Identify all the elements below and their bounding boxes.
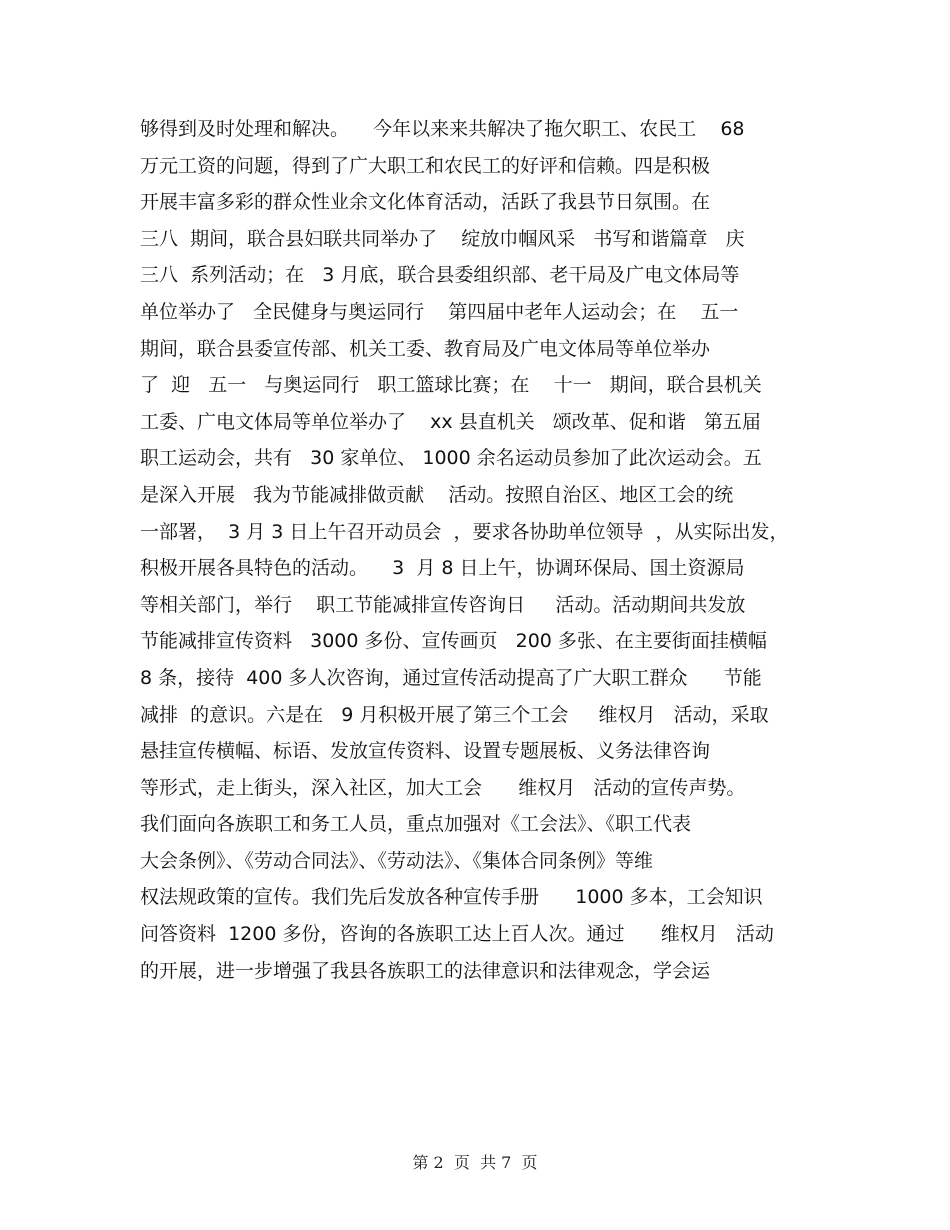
page-footer: 第 2 页 共 7 页 — [412, 1153, 538, 1172]
text-line: 我们面向各族职工和务工人员，重点加强对《工会法》、《职工代表 — [140, 813, 692, 836]
text-line: 三八 期间，联合县妇联共同举办了 绽放巾帼风采 书写和谐篇章 庆 — [140, 227, 745, 250]
text-line: 积极开展各具特色的活动。 3 月 8 日上午，协调环保局、国土资源局 — [140, 557, 745, 580]
text-line: 一部署， 3 月 3 日上午召开动员会 ，要求各协助单位领导 ，从实际出发， — [140, 520, 789, 543]
text-line: 工委、广电文体局等单位举办了 xx 县直机关 颂改革、促和谐 第五届 — [140, 410, 761, 433]
text-line: 等相关部门，举行 职工节能减排宣传咨询日 活动。活动期间共发放 — [140, 593, 746, 616]
text-line: 万元工资的问题，得到了广大职工和农民工的好评和信赖。四是积极 — [140, 154, 711, 177]
text-line: 减排 的意识。六是在 9 月积极开展了第三个工会 维权月 活动，采取 — [140, 703, 769, 726]
text-line: 单位举办了 全民健身与奥运同行 第四届中老年人运动会；在 五一 — [140, 300, 739, 323]
text-line: 了 迎 五一 与奥运同行 职工篮球比赛；在 十一 期间，联合县机关 — [140, 374, 762, 397]
text-line: 大会条例》、《劳动合同法》、《劳动法》、《集体合同条例》等维 — [140, 849, 654, 872]
text-line: 问答资料 1200 多份，咨询的各族职工达上百人次。通过 维权月 活动 — [140, 923, 774, 946]
text-line: 三八 系列活动；在 3 月底，联合县委组织部、老干局及广电文体局等 — [140, 264, 740, 287]
text-line: 悬挂宣传横幅、标语、发放宣传资料、设置专题展板、义务法律咨询 — [140, 740, 711, 763]
text-line: 的开展，进一步增强了我县各族职工的法律意识和法律观念，学会运 — [140, 959, 711, 982]
text-line: 是深入开展 我为节能减排做贡献 活动。按照自治区、地区工会的统 — [140, 483, 734, 506]
text-line: 权法规政策的宣传。我们先后发放各种宣传手册 1000 多本，工会知识 — [140, 886, 763, 909]
text-line: 8 条，接待 400 多人次咨询，通过宣传活动提高了广大职工群众 节能 — [140, 666, 762, 689]
text-line: 等形式，走上街头，深入社区，加大工会 维权月 活动的宣传声势。 — [140, 776, 746, 799]
text-line: 职工运动会，共有 30 家单位、 1000 余名运动员参加了此次运动会。五 — [140, 447, 762, 470]
text-line: 期间，联合县委宣传部、机关工委、教育局及广电文体局等单位举办 — [140, 337, 711, 360]
text-line: 够得到及时处理和解决。 今年以来来共解决了拖欠职工、农民工 68 — [140, 118, 745, 140]
text-line: 节能减排宣传资料 3000 多份、宣传画页 200 多张、在主要街面挂横幅 — [140, 630, 767, 653]
text-line: 开展丰富多彩的群众性业余文化体育活动，活跃了我县节日氛围。在 — [140, 191, 711, 214]
body-text — [140, 111, 820, 989]
